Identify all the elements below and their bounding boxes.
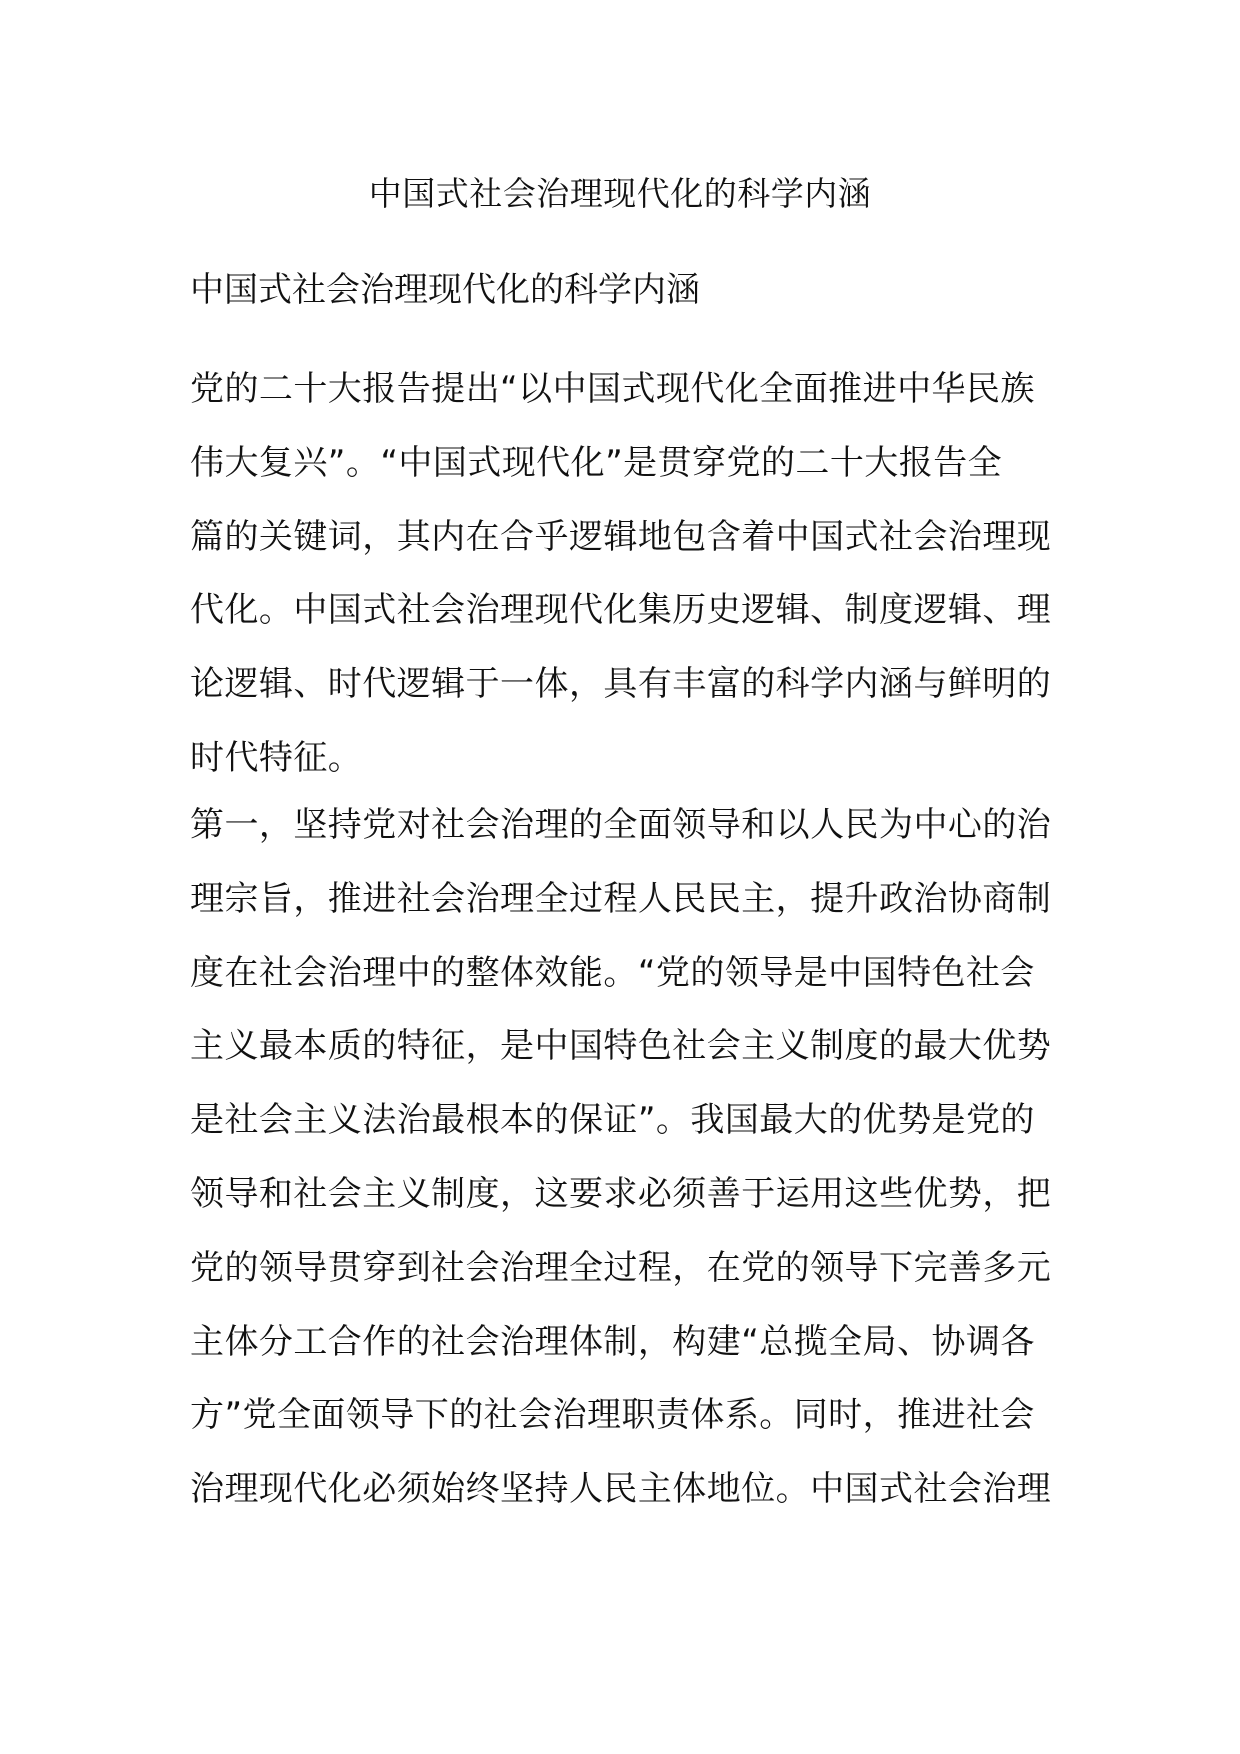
paragraph-line: 度在社会治理中的整体效能。“党的领导是中国特色社会 — [190, 952, 1035, 993]
paragraph-line: 论逻辑、时代逻辑于一体，具有丰富的科学内涵与鲜明的 — [190, 664, 1052, 705]
paragraph-line: 时代特征。 — [190, 737, 363, 778]
paragraph-line: 伟大复兴”。“中国式现代化”是贯穿党的二十大报告全 — [190, 442, 1003, 483]
paragraph-line: 理宗旨，推进社会治理全过程人民民主，提升政治协商制 — [190, 878, 1052, 919]
paragraph-line: 篇的关键词，其内在合乎逻辑地包含着中国式社会治理现 — [190, 516, 1052, 557]
paragraph-line: 主体分工合作的社会治理体制，构建“总揽全局、协调各 — [190, 1321, 1035, 1362]
paragraph-line: 治理现代化必须始终坚持人民主体地位。中国式社会治理 — [190, 1469, 1052, 1510]
paragraph-line: 方”党全面领导下的社会治理职责体系。同时，推进社会 — [190, 1395, 1035, 1436]
paragraph-line: 党的二十大报告提出“以中国式现代化全面推进中华民族 — [190, 369, 1035, 409]
paragraph-line: 第一，坚持党对社会治理的全面领导和以人民为中心的治 — [190, 805, 1052, 845]
paragraph-line: 代化。中国式社会治理现代化集历史逻辑、制度逻辑、理 — [190, 590, 1052, 631]
paragraph-line: 党的领导贯穿到社会治理全过程，在党的领导下完善多元 — [190, 1247, 1052, 1288]
paragraph-line: 是社会主义法治最根本的保证”。我国最大的优势是党的 — [190, 1100, 1035, 1141]
paragraph-line: 主义最本质的特征，是中国特色社会主义制度的最大优势 — [190, 1026, 1052, 1067]
paragraph-line: 领导和社会主义制度，这要求必须善于运用这些优势，把 — [190, 1173, 1052, 1214]
paragraph-2 — [190, 789, 1070, 1527]
document-subtitle: 中国式社会治理现代化的科学内涵 — [190, 270, 700, 310]
document-title: 中国式社会治理现代化的科学内涵 — [368, 174, 872, 213]
paragraph-1 — [190, 353, 1070, 796]
